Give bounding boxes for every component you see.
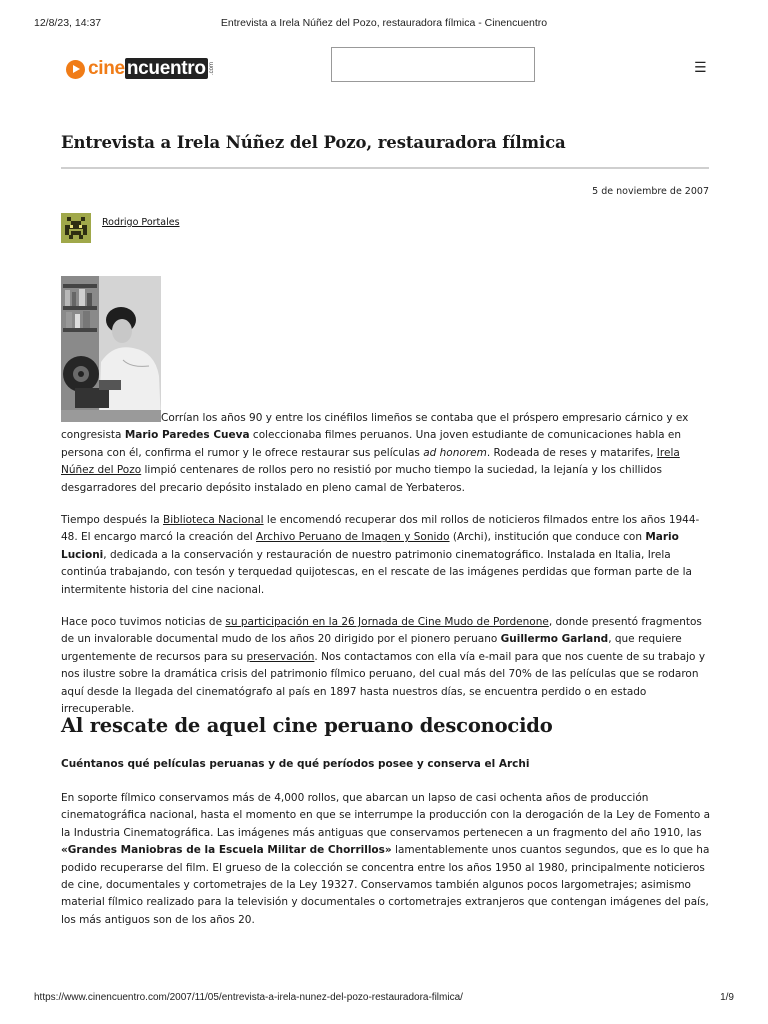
publish-date: 5 de noviembre de 2007 xyxy=(592,186,709,197)
print-header xyxy=(34,17,734,31)
link-archivo-peruano[interactable]: Archivo Peruano de Imagen y Sonido xyxy=(256,531,450,544)
interview-photo xyxy=(61,276,161,422)
article-title: Entrevista a Irela Núñez del Pozo, restauradora fílmica xyxy=(61,133,566,152)
bold-name: Mario Paredes Cueva xyxy=(124,429,250,442)
hamburger-menu-icon[interactable]: ☰ xyxy=(694,60,707,76)
link-biblioteca-nacional[interactable]: Biblioteca Nacional xyxy=(163,514,264,526)
logo-wordmark: cine ncuentro xyxy=(88,58,206,79)
article-paragraph: Tiempo después la Biblioteca Nacional le encomendó recuperar dos mil rollos de noticieros filmados entre los años 1944-48. El encargo marcó la creación del Archivo Peruano de Imagen y Sonido (Archi), institución que conduce con Mario Lucioni, dedicada a la conservación y restauración de nuestro patrimonio cinematográfico. Instalada en Italia, Irela continúa trabajando, con tesón y terquedad quijotescas, en el rescate de las imágenes perdidas que forman parte de la intermitente historia del cine nacional. xyxy=(61,514,700,596)
site-header xyxy=(0,46,768,92)
search-input[interactable] xyxy=(331,47,535,82)
site-logo[interactable] xyxy=(66,57,215,81)
pixel-avatar-icon xyxy=(61,213,91,243)
bold-name: Mario Lucioni xyxy=(61,531,679,561)
section-heading: Al rescate de aquel cine peruano desconocido xyxy=(61,714,553,737)
title-divider xyxy=(61,167,709,169)
print-url: https://www.cinencuentro.com/2007/11/05/entrevista-a-irela-nunez-del-pozo-restauradora-filmica/ xyxy=(34,992,463,1003)
article-paragraph: Hace poco tuvimos noticias de su participación en la 26 Jornada de Cine Mudo de Pordenone, donde presentó fragmentos de un invalorable documental mudo de los años 20 dirigido por el pionero peruano Guillermo Garland, que requiere urgentemente de recursos para su preservación. Nos contactamos con ella vía e-mail para que nos cuente de su trabajo y nos ilustre sobre la dramática crisis del patrimonio fílmico peruano, del cual más del 70% de las películas que se rodaron aquí desde la llegada del cinematógrafo al país en 1897 hasta nuestros días, se encuentra perdido o en estado irrecuperable. xyxy=(61,616,706,716)
print-page-number: 1/9 xyxy=(720,992,734,1003)
logo-dotcom: .com xyxy=(208,62,215,76)
article-paragraph: Corrían los años 90 y entre los cinéfilos limeños se contaba que el próspero empresario cárnico y ex congresista Mario Paredes Cueva coleccionaba filmes peruanos. Una joven estudiante de comunicaciones habla en persona con él, confirma el rumor y le ofrece restaurar sus películas ad honorem. Rodeada de reses y matarifes, Irela Núñez del Pozo limpió centenares de rollos pero no resistió por mucho tiempo la suciedad, la lejanía y los chillidos desgarradores del precario depósito instalado en pleno camal de Yerbateros. xyxy=(61,412,689,494)
bold-film-title: «Grandes Maniobras de la Escuela Militar de Chorrillos» xyxy=(61,844,392,857)
bold-name: Guillermo Garland xyxy=(500,633,609,646)
print-page-title: Entrevista a Irela Núñez del Pozo, restauradora fílmica - Cinencuentro xyxy=(220,17,548,29)
print-footer xyxy=(34,992,734,1006)
link-preservacion[interactable]: preservación xyxy=(246,650,315,663)
author-avatar[interactable] xyxy=(61,213,91,243)
article-paragraph: En soporte fílmico conservamos más de 4,000 rollos, que abarcan un lapso de casi ochenta años de producción cinematográfica nacional, hasta el momento en que se interrumpe la producción con la derogación de la Ley de Fomento a la Industria Cinematográfica. Las imágenes más antiguas que conservamos pertenecen a un fragmento del año 1910, las «Grandes Maniobras de la Escuela Militar de Chorrillos» lamentablemente unos cuantos segundos, que es lo que ha podido recuperarse del film. El grueso de la colección se concentra entre los años 1950 al 1980, principalmente noticieros de cine, documentales y cortometrajes de la Ley 19327. Conservamos también algunos pocos largometrajes; asimismo material fílmico realizado para la televisión y documentales o cortometrajes extranjeros que contengan imágenes del país, los más antiguos son de los años 20. xyxy=(61,792,711,926)
link-irela-nunez[interactable]: Irela Núñez del Pozo xyxy=(61,446,680,477)
author-link[interactable]: Rodrigo Portales xyxy=(102,217,180,228)
link-pordenone[interactable]: su participación en la 26 Jornada de Cine Mudo de Pordenone xyxy=(225,616,549,628)
interview-question: Cuéntanos qué películas peruanas y de qué períodos posee y conserva el Archi xyxy=(61,758,530,770)
photo-image xyxy=(61,276,161,422)
play-icon xyxy=(66,60,85,79)
print-datetime: 12/8/23, 14:37 xyxy=(34,17,102,29)
